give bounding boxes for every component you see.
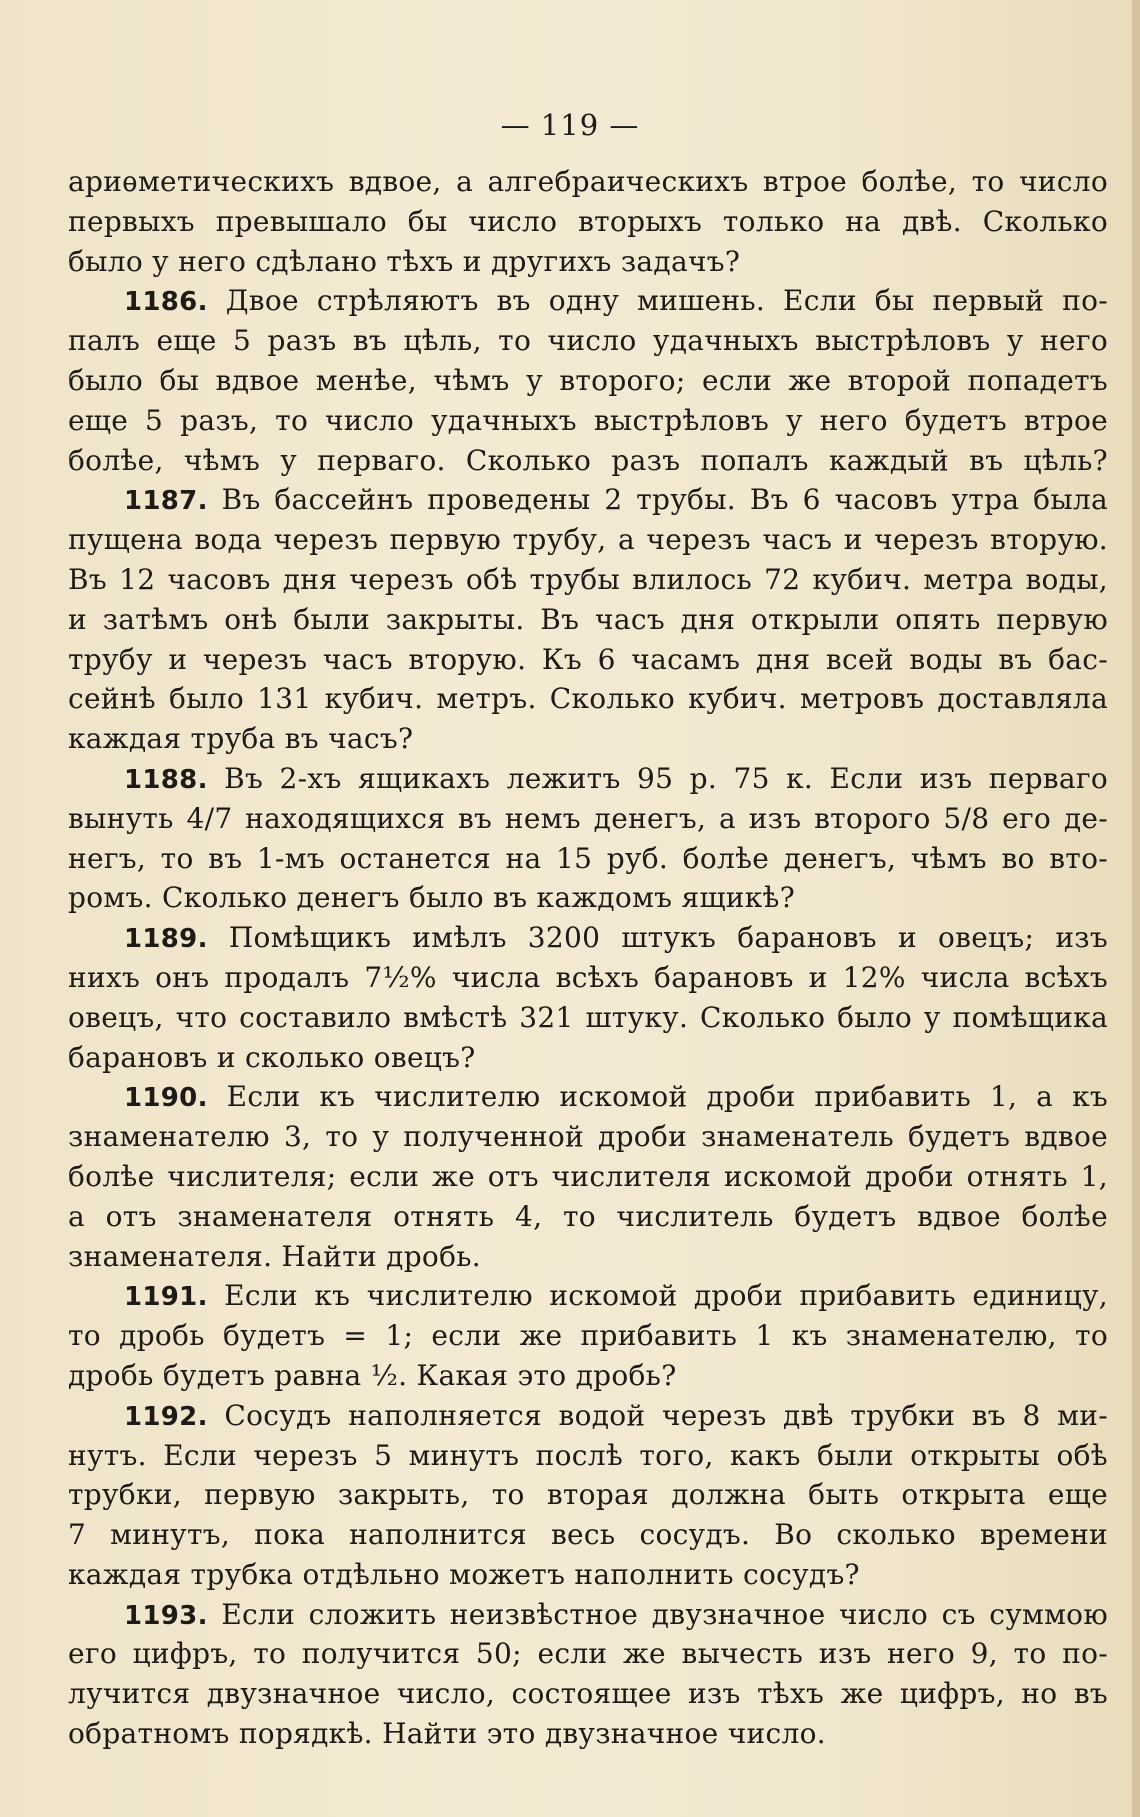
problem-text-block [68,162,1108,1754]
text-line [68,242,1108,282]
text-line [68,1634,1108,1674]
text-line [68,560,1108,600]
line-text: нихъ онъ продалъ 7½% числа всѣхъ барановъ и 12% числа всѣхъ [68,960,1108,994]
line-text: Двое стрѣляютъ въ одну мишень. Если бы первый по- [207,284,1108,318]
text-line [68,1674,1108,1714]
text-line [68,640,1108,680]
text-line [68,1515,1108,1555]
line-text: Въ бассейнъ проведены 2 трубы. Въ 6 часовъ утра была [207,483,1108,517]
line-text: 7 минутъ, пока наполнится весь сосудъ. Во сколько времени [68,1518,1108,1552]
line-text: болѣе, чѣмъ у перваго. Сколько разъ попалъ каждый въ цѣль? [68,443,1108,477]
page-number: — 119 — [500,108,640,142]
line-text: негъ, то въ 1-мъ останется на 15 руб. болѣе денегъ, чѣмъ во вто- [68,841,1108,875]
line-text: ариѳметическихъ вдвое, а алгебраическихъ втрое болѣе, то число [68,165,1108,198]
line-text: барановъ и сколько овецъ? [68,1040,476,1074]
text-line [68,799,1108,839]
text-line [68,878,1108,918]
line-text: знаменателя. Найти дробь. [68,1239,481,1273]
text-line [68,1475,1108,1515]
text-line [68,600,1108,640]
text-line [68,1197,1108,1237]
text-line [68,1157,1108,1197]
line-text: пущена вода черезъ первую трубу, а черезъ часъ и черезъ вторую. [68,523,1108,557]
text-line [68,719,1108,759]
text-line [68,321,1108,361]
text-line [68,1237,1108,1277]
text-line [68,480,1108,520]
line-text: овецъ, что составило вмѣстѣ 321 штуку. Сколько было у помѣщика [68,1000,1108,1034]
line-text: знаменателю 3, то у полученной дроби знаменатель будетъ вдвое [68,1120,1108,1154]
line-text: то дробь будетъ = 1; если же прибавить 1 къ знаменателю, то [68,1319,1108,1353]
problem-number: 1187. [124,486,208,517]
line-text: дробь будетъ равна ½. Какая это дробь? [68,1358,677,1392]
problem-number: 1186. [124,287,208,318]
problem-number: 1190. [124,1083,208,1114]
text-line [68,1117,1108,1157]
line-text: палъ еще 5 разъ въ цѣль, то число удачныхъ выстрѣловъ у него [68,324,1108,358]
text-line [68,202,1108,242]
line-text: Въ 2-хъ ящикахъ лежитъ 95 р. 75 к. Если изъ перваго [207,761,1108,795]
text-line [68,1396,1108,1436]
text-line [68,361,1108,401]
line-text: первыхъ превышало бы число вторыхъ только на двѣ. Сколько [68,204,1108,238]
line-text: вынуть 4/7 находящихся въ немъ денегъ, а изъ второго 5/8 его де- [68,801,1108,835]
text-line [68,1316,1108,1356]
line-text: болѣе числителя; если же отъ числителя искомой дроби отнять 1, [68,1159,1108,1193]
line-text: было бы вдвое менѣе, чѣмъ у второго; если же второй попадетъ [68,363,1108,397]
line-text: каждая труба въ часъ? [68,722,414,756]
line-text: Если сложить неизвѣстное двузначное число съ суммою [207,1597,1108,1631]
text-line [68,1077,1108,1117]
text-line [68,1038,1108,1078]
line-text: обратномъ порядкѣ. Найти это двузначное число. [68,1717,826,1751]
line-text: сейнѣ было 131 кубич. метръ. Сколько кубич. метровъ доставляла [68,682,1108,716]
problem-number: 1193. [124,1600,208,1631]
line-text: каждая трубка отдѣльно можетъ наполнить сосудъ? [68,1557,860,1591]
text-line [68,162,1108,202]
line-text: Въ 12 часовъ дня черезъ обѣ трубы влилось 72 кубич. метра воды, [68,562,1108,596]
text-line [68,759,1108,799]
line-text: еще 5 разъ, то число удачныхъ выстрѣловъ у него будетъ втрое [68,403,1108,437]
text-line [68,998,1108,1038]
text-line [68,1436,1108,1476]
line-text: лучится двузначное число, состоящее изъ тѣхъ же цифръ, но въ [68,1677,1108,1711]
line-text: нутъ. Если черезъ 5 минутъ послѣ того, какъ были открыты обѣ [68,1438,1108,1472]
line-text: трубки, первую закрыть, то вторая должна быть открыта еще [68,1478,1108,1512]
line-text: Помѣщикъ имѣлъ 3200 штукъ барановъ и овецъ; изъ [207,921,1108,955]
line-text: ромъ. Сколько денегъ было въ каждомъ ящикѣ? [68,881,796,915]
text-line [68,281,1108,321]
line-text: Если къ числителю искомой дроби прибавить единицу, [207,1279,1108,1313]
line-text: и затѣмъ онѣ были закрыты. Въ часъ дня открыли опять первую [68,602,1108,636]
text-line [68,1276,1108,1316]
text-line [68,918,1108,958]
text-line [68,1356,1108,1396]
line-text: Если къ числителю искомой дроби прибавить 1, а къ [207,1080,1108,1114]
line-text: его цифръ, то получится 50; если же вычесть изъ него 9, то по- [68,1637,1108,1671]
line-text: а отъ знаменателя отнять 4, то числитель будетъ вдвое болѣе [68,1199,1108,1233]
text-line [68,401,1108,441]
text-line [68,1595,1108,1635]
text-line [68,679,1108,719]
line-text: Сосудъ наполняется водой черезъ двѣ трубки въ 8 ми- [207,1398,1108,1432]
text-line [68,520,1108,560]
text-line [68,1555,1108,1595]
problem-number: 1191. [124,1282,208,1313]
text-line [68,839,1108,879]
problem-number: 1192. [124,1401,208,1432]
page-edge-shadow [1132,0,1140,1817]
problem-number: 1188. [124,764,208,795]
line-text: было у него сдѣлано тѣхъ и другихъ задачъ? [68,244,741,278]
text-line [68,1714,1108,1754]
line-text: трубу и черезъ часъ вторую. Къ 6 часамъ дня всей воды въ бас- [68,642,1108,676]
text-line [68,958,1108,998]
problem-number: 1189. [124,924,208,955]
text-line [68,441,1108,481]
